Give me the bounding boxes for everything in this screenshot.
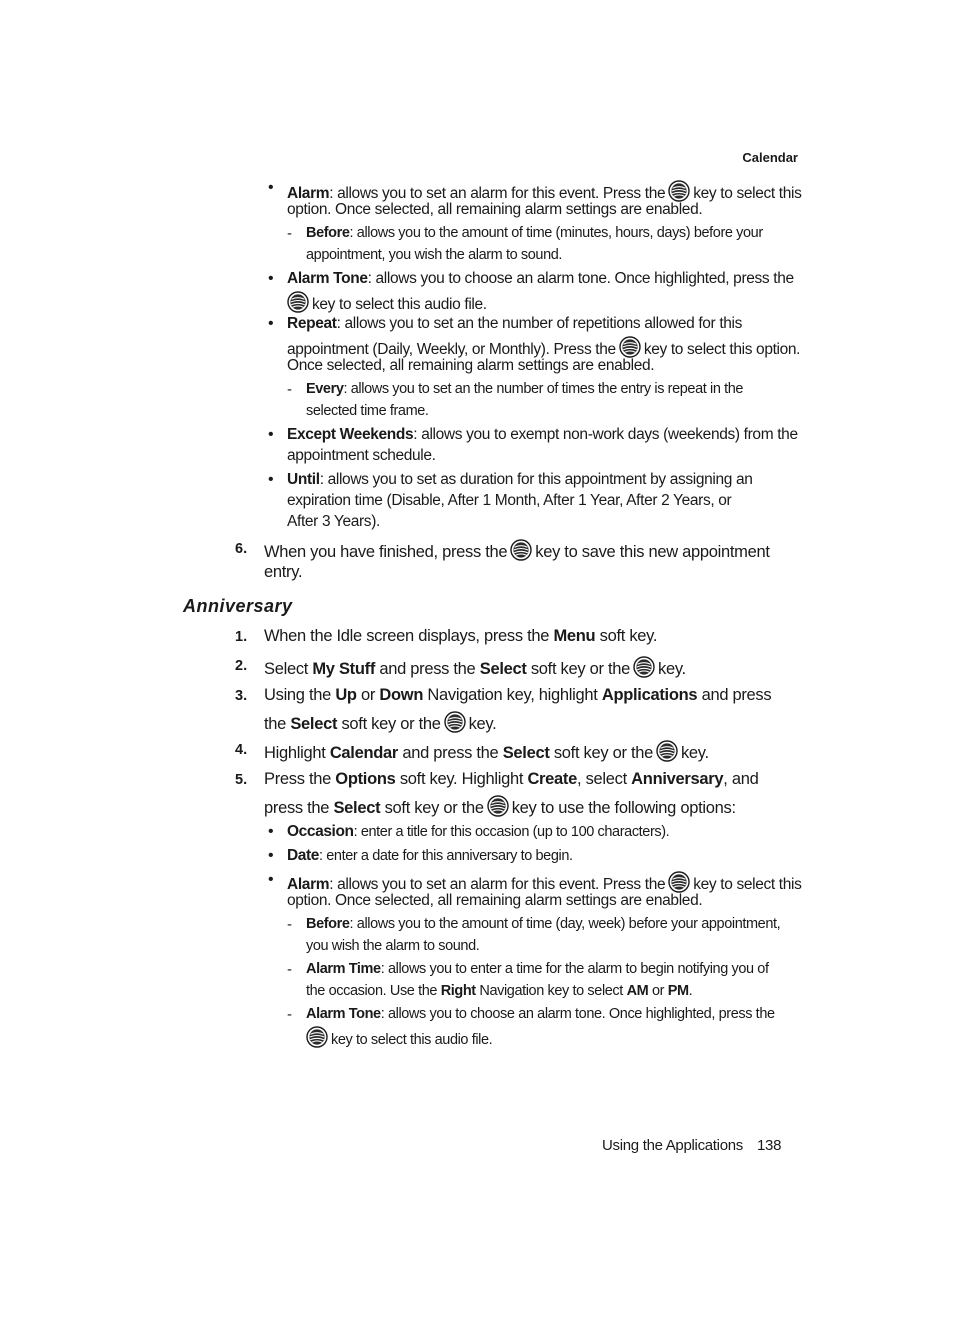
page-footer [602,1137,781,1154]
step-text: key. [658,660,686,678]
step-text: soft key. [599,627,658,645]
option-text: or [651,983,665,999]
dash-marker: - [287,381,292,398]
step-6-line-1 [264,539,770,562]
dash-marker: - [287,1006,292,1023]
step-term: Anniversary [631,770,724,788]
step-text: or [361,686,376,704]
bullet-marker: • [268,426,274,443]
option-term: Alarm [287,185,330,202]
alarm-time-option-line-1 [306,961,769,977]
select-key-icon [444,711,466,733]
step-3-line-2 [264,711,496,734]
option-text: key to select this [693,876,802,893]
step-4-line [264,740,709,763]
step-text: and press [701,686,772,704]
step-text: Highlight [264,744,326,762]
step-term: Down [379,686,424,704]
step-number: 5. [235,772,248,788]
step-text: Press the [264,770,331,788]
except-weekends-option-line-1 [287,426,798,444]
bullet-marker: • [268,847,274,864]
step-number: 4. [235,742,248,758]
anniv-alarm-tone-option-line-1 [306,1006,775,1022]
anniv-alarm-option-line-2: option. Once selected, all remaining alarm settings are enabled. [287,892,703,909]
step-text: soft key or the [341,715,441,733]
step-text: soft key. Highlight [399,770,524,788]
option-text: : allows you to set as duration for this appointment by assigning an [319,471,753,488]
select-key-icon [633,656,655,678]
step-term: Create [527,770,577,788]
option-text: : enter a date for this anniversary to begin. [319,848,573,864]
option-text: : allows you to enter a time for the alarm to begin notifying you of [380,961,769,977]
date-option-line [287,847,573,865]
option-term: Until [287,471,320,488]
option-term: Occasion [287,823,354,840]
select-key-icon [668,871,690,893]
option-text: : enter a title for this occasion (up to 100 characters). [353,824,670,840]
step-6-line-2: entry. [264,563,303,581]
select-key-icon [668,180,690,202]
option-term: AM [626,983,649,999]
before-option-line-2: appointment, you wish the alarm to sound. [306,247,563,263]
anniv-alarm-tone-option-line-2 [306,1026,492,1048]
option-text: key to select this [693,185,802,202]
select-key-icon [287,291,309,313]
bullet-marker: • [268,871,274,888]
select-key-icon [619,336,641,358]
alarm-tone-option-line-1 [287,270,794,288]
option-term: Before [306,916,350,932]
select-key-icon [487,795,509,817]
option-text: : allows you to the amount of time (minutes, hours, days) before your [349,225,763,241]
footer-chapter: Using the Applications [602,1137,743,1154]
option-term: Alarm Time [306,961,381,977]
repeat-option-line-3: Once selected, all remaining alarm settings are enabled. [287,357,655,374]
step-text: Using the [264,686,332,704]
step-term: Select [333,799,381,817]
step-5-line-1 [264,770,758,789]
step-term: Options [335,770,396,788]
step-term: Applications [601,686,698,704]
select-key-icon [656,740,678,762]
option-text: : allows you to exempt non-work days (weekends) from the [413,426,798,443]
step-number: 3. [235,688,248,704]
bullet-marker: • [268,315,274,332]
occasion-option-line [287,823,669,841]
option-text: key to select this audio file. [312,296,487,313]
option-text: : allows you to choose an alarm tone. Once highlighted, press the [380,1006,775,1022]
step-text: key to use the following options: [511,799,736,817]
step-1-line [264,627,657,646]
anniv-before-option-line-1 [306,916,780,932]
option-term: Repeat [287,315,337,332]
step-text: key to save this new appointment [535,543,770,561]
step-text: , select [577,770,627,788]
anniv-alarm-option-line-1 [287,871,802,894]
dash-marker: - [287,916,292,933]
step-term: My Stuff [312,660,376,678]
repeat-option-line-2 [287,336,800,359]
step-text: soft key or the [384,799,484,817]
step-term: Up [335,686,357,704]
step-text: When you have finished, press the [264,543,508,561]
before-option-line-1 [306,225,763,241]
select-key-icon [306,1026,328,1048]
step-term: Select [479,660,527,678]
until-option-line-3: After 3 Years). [287,513,380,530]
option-text: key to select this option. [643,341,801,358]
option-term: PM [667,983,689,999]
step-text: soft key or the [530,660,630,678]
step-term: Calendar [329,744,399,762]
option-text: : allows you to choose an alarm tone. Once highlighted, press the [367,270,794,287]
alarm-option-line-2: option. Once selected, all remaining alarm settings are enabled. [287,201,703,218]
option-text: : allows you to the amount of time (day, week) before your appointment, [349,916,781,932]
option-text: : allows you to set an the number of repetitions allowed for this [336,315,743,332]
step-term: Menu [553,627,596,645]
step-5-line-2 [264,795,736,818]
step-2-line [264,656,686,679]
running-header: Calendar [742,150,798,165]
every-option-line-1 [306,381,743,397]
option-term: Before [306,225,350,241]
bullet-marker: • [268,471,274,488]
option-term: Alarm [287,876,330,893]
step-text: When the Idle screen displays, press the [264,627,550,645]
step-text: , and [723,770,759,788]
select-key-icon [510,539,532,561]
page-number: 138 [757,1137,782,1154]
step-number: 2. [235,658,248,674]
option-text: : allows you to set an alarm for this event. Press the [329,876,666,893]
bullet-marker: • [268,270,274,287]
step-text: key. [468,715,497,733]
step-text: Navigation key, highlight [427,686,598,704]
step-text: soft key or the [553,744,653,762]
option-text: : allows you to set an alarm for this event. Press the [329,185,666,202]
dash-marker: - [287,961,292,978]
option-term: Every [306,381,344,397]
bullet-marker: • [268,823,274,840]
until-option-line-2: expiration time (Disable, After 1 Month, After 1 Year, After 2 Years, or [287,492,732,509]
step-text: Select [264,660,309,678]
option-text: : allows you to set an the number of times the entry is repeat in the [343,381,744,397]
step-text: press the [264,799,330,817]
option-term: Alarm Tone [306,1006,381,1022]
option-term: Except Weekends [287,426,414,443]
every-option-line-2: selected time frame. [306,403,429,419]
step-text: and press the [402,744,499,762]
step-term: Select [502,744,550,762]
dash-marker: - [287,225,292,242]
step-text: the [264,715,287,733]
option-term: Date [287,847,319,864]
step-text: key. [680,744,709,762]
option-text: the occasion. Use the [306,983,438,999]
step-number: 6. [235,541,248,557]
repeat-option-line-1 [287,315,742,333]
option-text: . [688,983,693,999]
alarm-option-line-1 [287,180,802,203]
step-text: and press the [379,660,476,678]
section-heading: Anniversary [183,596,293,616]
step-term: Select [290,715,338,733]
bullet-marker: • [268,179,274,196]
until-option-line-1 [287,471,753,489]
except-weekends-option-line-2: appointment schedule. [287,447,436,464]
anniv-before-option-line-2: you wish the alarm to sound. [306,938,480,954]
step-number: 1. [235,629,248,645]
step-3-line-1 [264,686,771,705]
option-term: Right [440,983,476,999]
option-term: Alarm Tone [287,270,368,287]
option-text: key to select this audio file. [331,1032,493,1048]
alarm-tone-option-line-2 [287,291,487,314]
alarm-time-option-line-2 [306,983,692,999]
option-text: Navigation key to select [479,983,623,999]
option-text: appointment (Daily, Weekly, or Monthly). Press the [287,341,616,358]
